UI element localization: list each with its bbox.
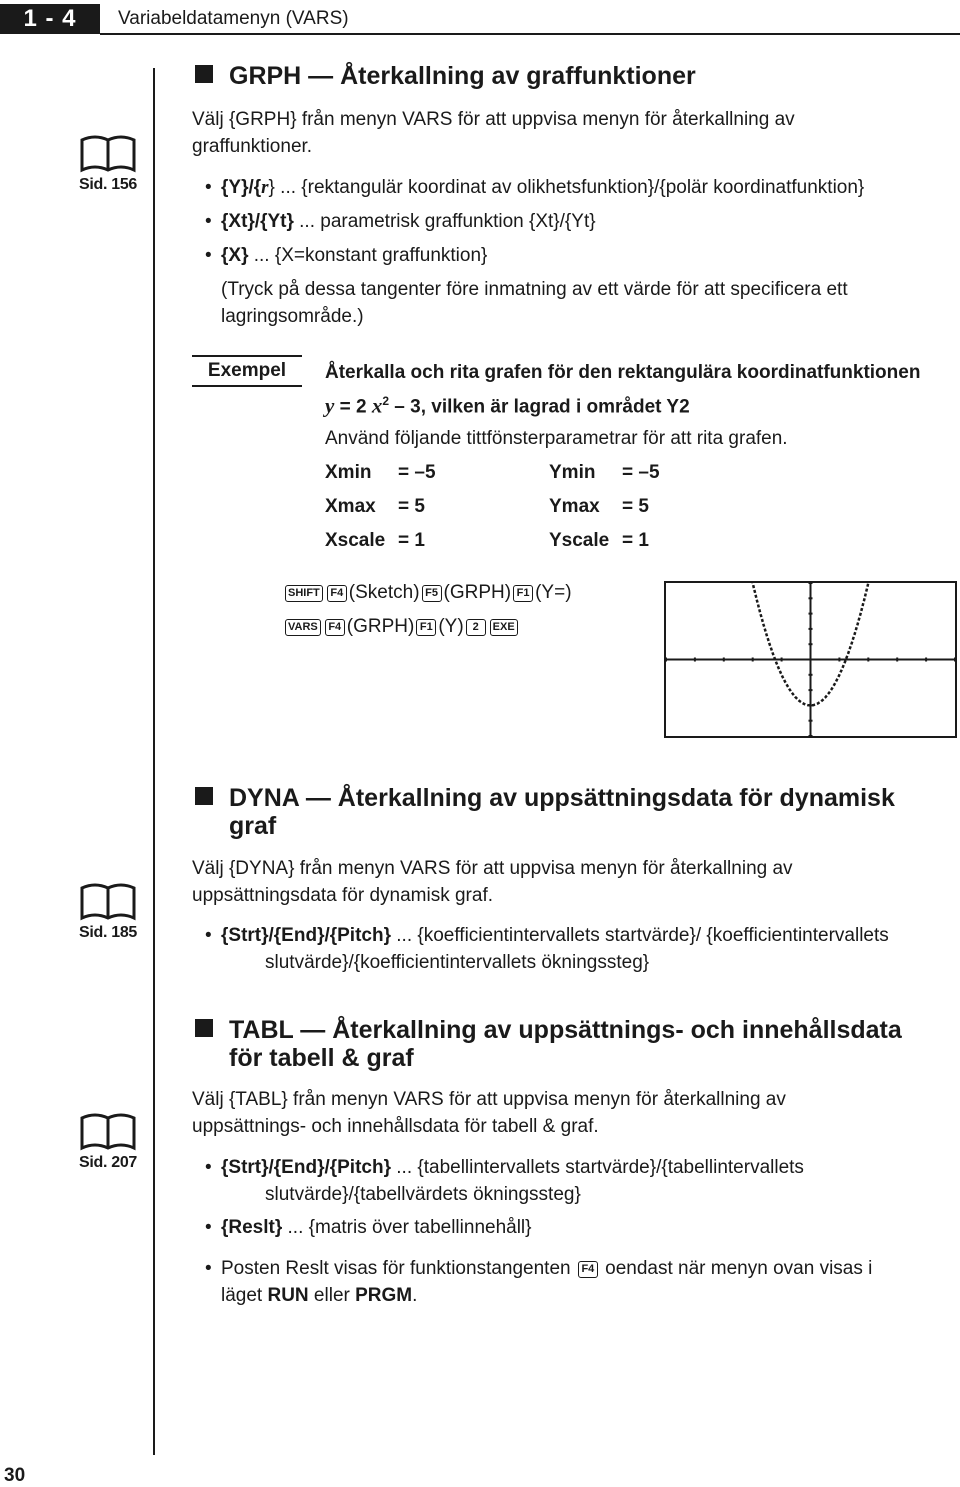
grph-intro: Välj {GRPH} från menyn VARS för att uppvisa menyn för återkallning av graffunktioner. (192, 109, 795, 157)
graph-screen (664, 581, 957, 738)
grph-note: (Tryck på dessa tangenter före inmatning av ett värde för att specificera ett lagringsområde.) (221, 279, 848, 327)
page-ref-label: Sid. 156 (78, 176, 138, 193)
two-key: 2 (466, 619, 486, 636)
square-bullet-icon (195, 65, 213, 83)
square-bullet-icon (195, 787, 213, 805)
example-instruction: Använd följande tittfönsterparametrar för att rita grafen. (325, 428, 788, 449)
param-xmin-value: = –5 (398, 462, 436, 483)
exe-key: EXE (490, 619, 518, 636)
param-xmax: Xmax (325, 496, 376, 517)
example-title: Återkalla och rita grafen för den rektangulära koordinatfunktionen y = 2 $x^2 - 3$, vilken är lagrad i området Y2 (325, 362, 921, 418)
book-icon (78, 1110, 138, 1152)
shift-key: SHIFT (285, 585, 323, 602)
f1-key: F1 (416, 619, 436, 636)
page-ref-label: Sid. 207 (78, 1154, 138, 1171)
graph-plot (666, 583, 955, 736)
param-yscale: Yscale (549, 530, 610, 551)
f4-key: F4 (325, 619, 345, 636)
param-ymax: Ymax (549, 496, 600, 517)
grph-bullet-y: • {Y}/{r} ... {rektangulär koordinat av olikhetsfunktion}/{polär koordinatfunktion} (205, 177, 865, 198)
square-bullet-icon (195, 1019, 213, 1037)
grph-bullet-xt: • {Xt}/{Yt} ... parametrisk graffunktion {Xt}/{Yt} (205, 211, 596, 232)
tabl-bullet-note: • Posten Reslt visas för funktionstangenten F4 oendast när menyn ovan visas i läget RUN eller PRGM. (205, 1258, 873, 1306)
f1-key: F1 (513, 585, 533, 602)
f4-key: F4 (327, 585, 347, 602)
page-ref-207 (72, 1110, 144, 1172)
dyna-heading: DYNA — Återkallning av uppsättningsdata för dynamisk graf (195, 784, 895, 840)
page-ref-156 (72, 132, 144, 194)
dyna-intro: Välj {DYNA} från menyn VARS för att uppvisa menyn för återkallning av uppsättningsdata för dynamisk graf. (192, 858, 793, 906)
book-icon (78, 880, 138, 922)
page-header-title: Variabeldatamenyn (VARS) (118, 8, 349, 29)
page-ref-185 (72, 880, 144, 942)
param-ymin: Ymin (549, 462, 596, 483)
param-xscale: Xscale (325, 530, 386, 551)
example-label: Exempel (192, 355, 302, 387)
page-number: 30 (4, 1465, 26, 1486)
param-xscale-value: = 1 (398, 530, 425, 551)
book-icon (78, 132, 138, 174)
tabl-heading: TABL — Återkallning av uppsättnings- och innehållsdata för tabell & graf (195, 1016, 902, 1072)
tabl-bullet-strt: • {Strt}/{End}/{Pitch} ... {tabellintervallets startvärde}/{tabellintervallets slutvärde}/{tabellvärdets ökningssteg} (205, 1157, 804, 1205)
margin-rule (153, 68, 155, 1455)
header-rule (100, 33, 960, 35)
param-xmin: Xmin (325, 462, 372, 483)
grph-bullet-x: • {X} ... {X=konstant graffunktion} (205, 245, 488, 266)
f4-key: F4 (578, 1261, 598, 1278)
key-sequence-2: VARS F4 (GRPH) F1 (Y) 2 EXE (283, 616, 520, 638)
vars-key: VARS (285, 619, 321, 636)
page-ref-label: Sid. 185 (78, 924, 138, 941)
section-number: 1 - 4 (0, 4, 100, 34)
tabl-intro: Välj {TABL} från menyn VARS för att uppvisa menyn för återkallning av uppsättnings- och innehållsdata för tabell & graf. (192, 1089, 786, 1137)
param-ymax-value: = 5 (622, 496, 649, 517)
param-xmax-value: = 5 (398, 496, 425, 517)
param-ymin-value: = –5 (622, 462, 660, 483)
grph-heading (195, 62, 696, 90)
key-sequence-1: SHIFT F4 (Sketch) F5 (GRPH) F1 (Y=) (283, 582, 572, 604)
f5-key: F5 (422, 585, 442, 602)
dyna-bullet-strt: • {Strt}/{End}/{Pitch} ... {koefficientintervallets startvärde}/ {koefficientintervallets slutvärde}/{koefficientintervallets ökningssteg} (205, 925, 889, 973)
param-yscale-value: = 1 (622, 530, 649, 551)
tabl-bullet-reslt: • {Reslt} ... {matris över tabellinnehåll} (205, 1217, 532, 1238)
grph-title: GRPH — Återkallning av graffunktioner (229, 62, 696, 90)
